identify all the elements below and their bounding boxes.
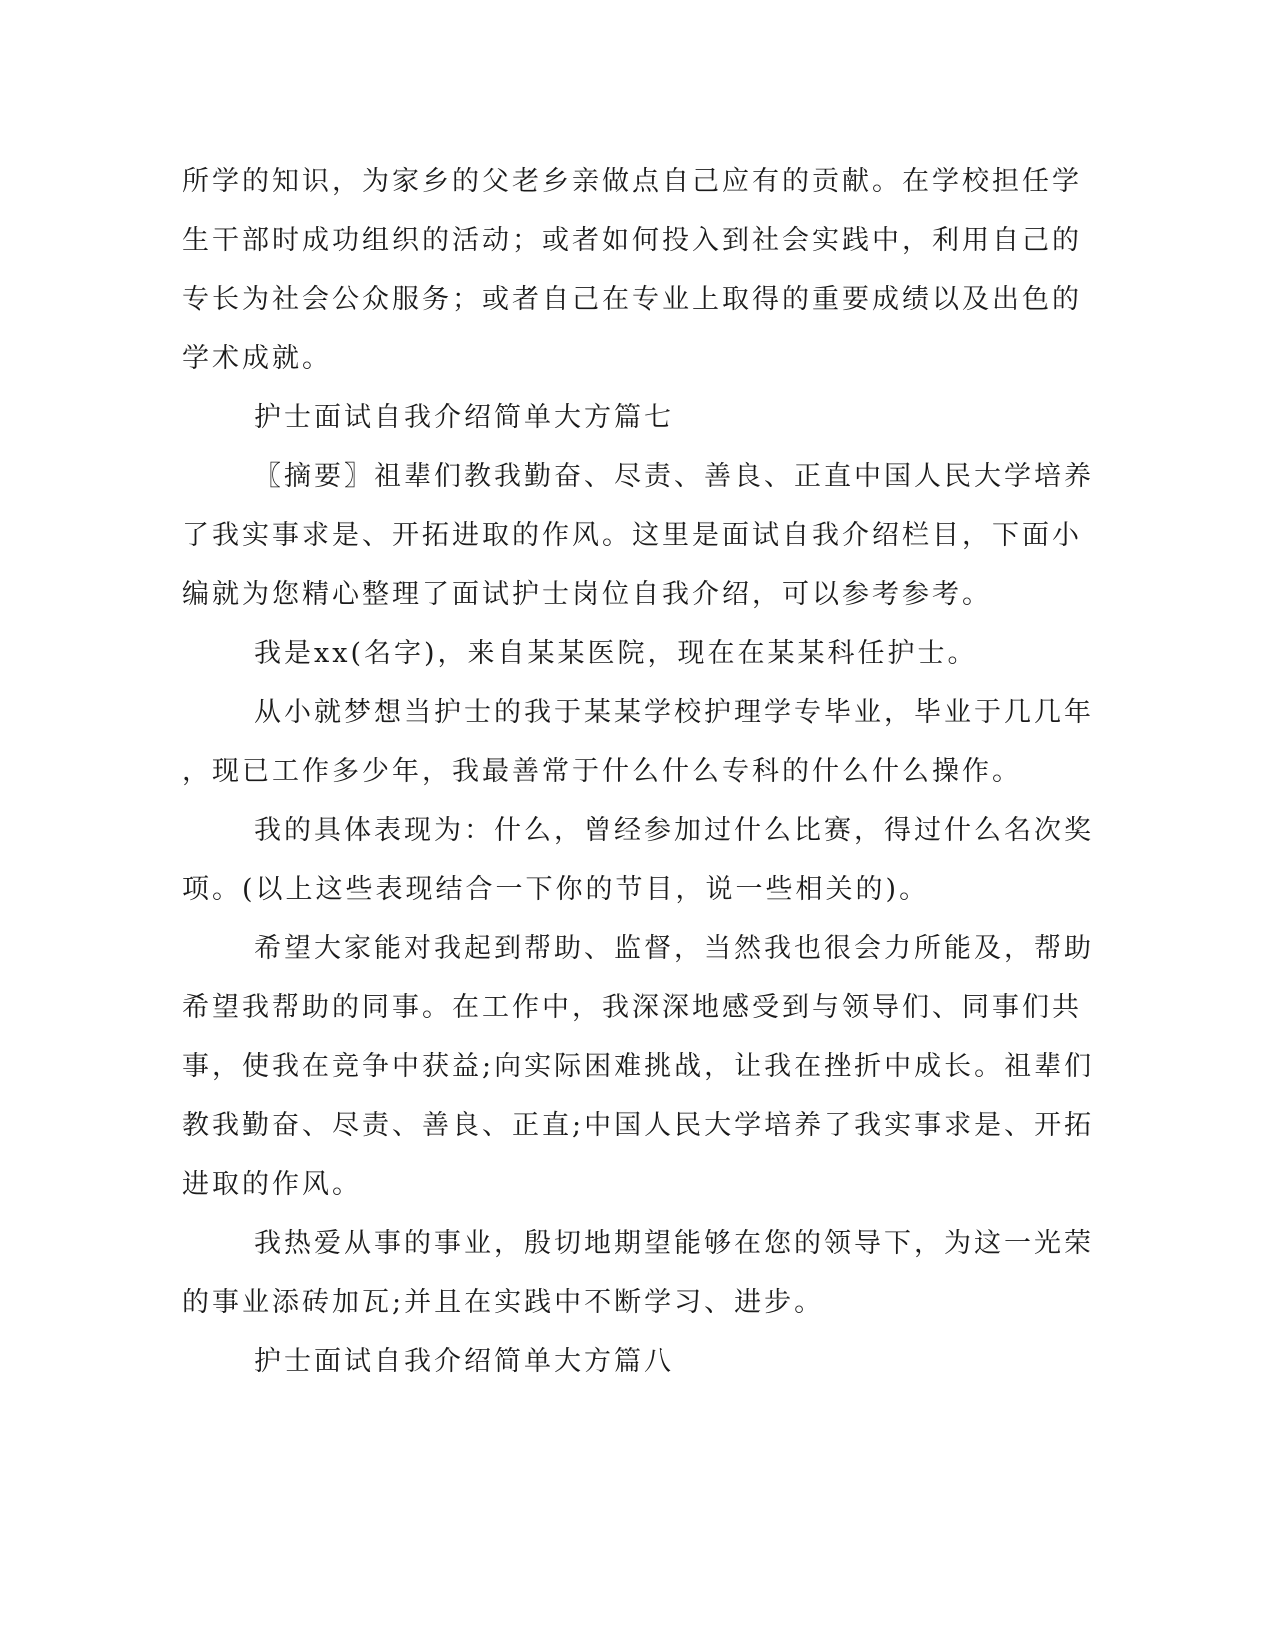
text-line: 事，使我在竞争中获益;向实际困难挑战，让我在挫折中成长。祖辈们: [182, 1051, 1095, 1082]
text-line: ，现已工作多少年，我最善常于什么什么专科的什么什么操作。: [182, 756, 1022, 787]
section-heading-7: 护士面试自我介绍简单大方篇七: [254, 402, 674, 433]
paragraph-contribution: [182, 152, 1082, 388]
text-line: 我是xx(名字)，来自某某医院，现在在某某科任护士。: [254, 638, 978, 669]
text-line: 项。(以上这些表现结合一下你的节目，说一些相关的)。: [182, 874, 930, 905]
paragraph-education: [182, 683, 1094, 801]
text-line: 〖摘要〗祖辈们教我勤奋、尽责、善良、正直中国人民大学培养: [254, 461, 1094, 492]
paragraph-closing: [182, 1214, 1094, 1332]
text-line: 了我实事求是、开拓进取的作风。这里是面试自我介绍栏目，下面小: [182, 520, 1082, 551]
text-line: 编就为您精心整理了面试护士岗位自我介绍，可以参考参考。: [182, 579, 992, 610]
text-line: 生干部时成功组织的活动；或者如何投入到社会实践中，利用自己的: [182, 225, 1082, 256]
text-line: 我的具体表现为：什么，曾经参加过什么比赛，得过什么名次奖: [254, 815, 1094, 846]
paragraph-intro: [182, 624, 1032, 683]
paragraph-performance: [182, 801, 1094, 919]
text-line: 的事业添砖加瓦;并且在实践中不断学习、进步。: [182, 1287, 825, 1318]
paragraph-abstract: [182, 447, 1094, 624]
text-line: 从小就梦想当护士的我于某某学校护理学专毕业，毕业于几几年: [254, 697, 1094, 728]
text-line: 进取的作风。: [182, 1169, 362, 1200]
text-line: 我热爱从事的事业，殷切地期望能够在您的领导下，为这一光荣: [254, 1228, 1094, 1259]
text-line: 专长为社会公众服务；或者自己在专业上取得的重要成绩以及出色的: [182, 284, 1082, 315]
text-line: 希望大家能对我起到帮助、监督，当然我也很会力所能及，帮助: [254, 933, 1094, 964]
document-page: [182, 152, 1095, 1391]
paragraph-hope: [182, 919, 1095, 1214]
text-line: 希望我帮助的同事。在工作中，我深深地感受到与领导们、同事们共: [182, 992, 1082, 1023]
text-line: 所学的知识，为家乡的父老乡亲做点自己应有的贡献。在学校担任学: [182, 166, 1082, 197]
text-line: 学术成就。: [182, 343, 332, 374]
text-line: 教我勤奋、尽责、善良、正直;中国人民大学培养了我实事求是、开拓: [182, 1110, 1095, 1141]
section-heading-8: 护士面试自我介绍简单大方篇八: [254, 1346, 674, 1377]
